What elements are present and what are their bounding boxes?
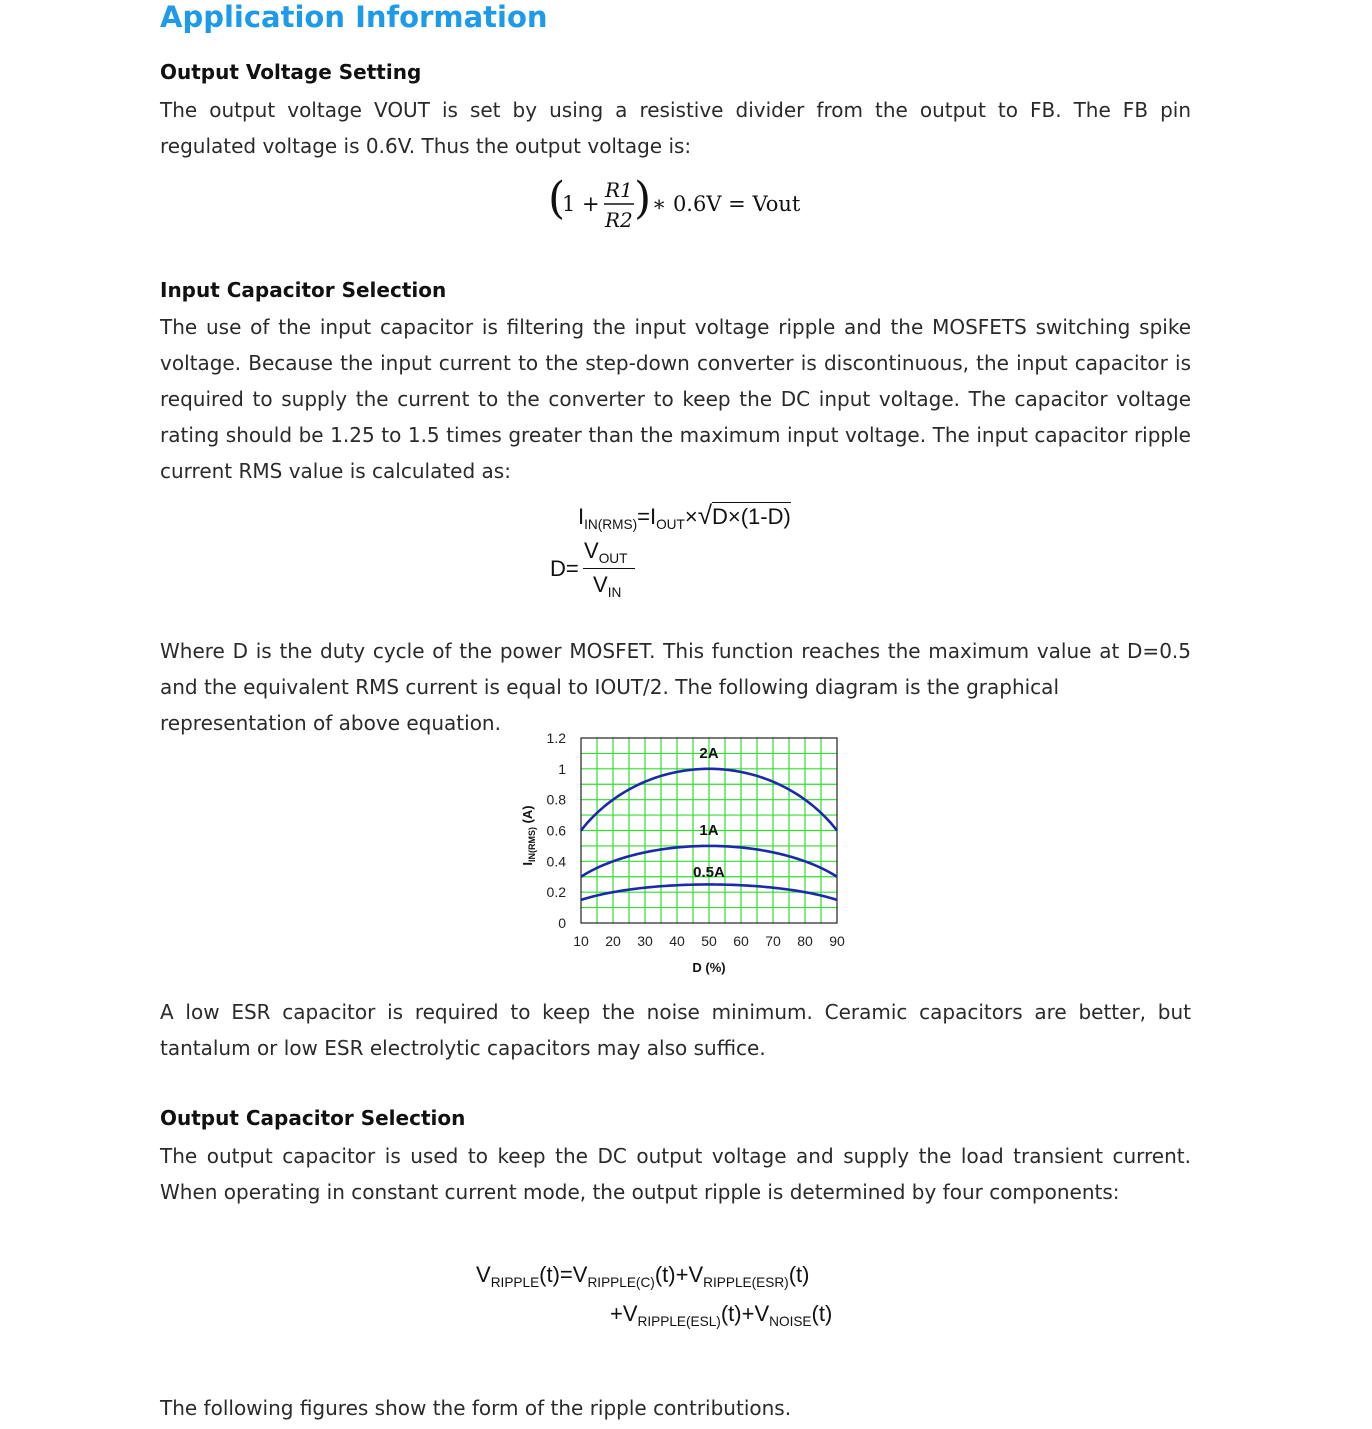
esr-paragraph: A low ESR capacitor is required to keep the noise minimum. Ceramic capacitors are better, but tantalum or low ESR electrolytic capacitors may also suffice.: [160, 1000, 1191, 1060]
x-tick-label: 60: [733, 933, 749, 949]
x-tick-label: 10: [573, 933, 589, 949]
section-heading-output-capacitor: Output Capacitor Selection: [160, 1106, 466, 1130]
series-label: 0.5A: [693, 863, 725, 881]
eq-numerator: R1: [605, 178, 633, 202]
x-tick-label: 80: [797, 933, 813, 949]
y-tick-label: 0.6: [546, 822, 566, 839]
x-tick-label: 40: [669, 933, 685, 949]
x-axis-label: D (%): [692, 960, 726, 975]
y-tick-label: 0: [558, 915, 566, 931]
section-heading-output-voltage: Output Voltage Setting: [160, 60, 422, 84]
duty-paragraph-last: representation of above equation.: [160, 711, 501, 735]
svg-text:(: (: [548, 175, 566, 224]
x-tick-label: 90: [829, 933, 845, 949]
closing-paragraph: The following figures show the form of the ripple contributions.: [160, 1396, 792, 1420]
x-tick-label: 50: [701, 933, 717, 949]
y-tick-label: 0.4: [546, 853, 566, 870]
page-title: Application Information: [160, 0, 548, 34]
section-heading-input-capacitor: Input Capacitor Selection: [160, 278, 447, 302]
y-tick-label: 0.2: [546, 884, 566, 901]
series-label: 2A: [699, 745, 719, 763]
output-capacitor-paragraph: The output capacitor is used to keep the DC output voltage and supply the load transient current. When operating in constant current mode, the output ripple is determined by four components:: [160, 1144, 1191, 1204]
y-axis-label: $I_{IN(RMS)}$ (A): [520, 805, 537, 866]
y-tick-label: 0.8: [546, 791, 566, 808]
duty-equation: D= $V_{OUT}$ $V_{IN}$: [550, 538, 670, 602]
output-voltage-equation: [548, 175, 848, 235]
irms-equation: $I_{IN(RMS)}=I_{OUT}\times√D\times(1-D)$: [578, 500, 791, 532]
eq-denominator: R2: [605, 208, 633, 232]
output-voltage-paragraph: The output voltage VOUT is set by using a resistive divider from the output to FB. The FB pin regulated voltage is 0.6V. Thus the output voltage is:: [160, 98, 1191, 158]
svg-text:): ): [634, 175, 652, 224]
ripple-equation-line1: $V_{RIPPLE}(t)=V_{RIPPLE(C)}(t)+V_{RIPPLE(ESR)}(t)$: [476, 1262, 810, 1290]
y-tick-label: 1.2: [546, 730, 566, 746]
irms-chart: [510, 725, 860, 980]
eq-one-plus: 1 +: [562, 192, 600, 216]
duty-paragraph: Where D is the duty cycle of the power MOSFET. This function reaches the maximum value at D=0.5 and the equivalent RMS current is equal to IOUT/2. The following diagram is the graphical: [160, 639, 1191, 699]
y-tick-label: 1: [558, 760, 566, 777]
series-label: 1A: [699, 822, 719, 840]
eq-rest: ∗ 0.6V = Vout: [652, 192, 801, 216]
ripple-equation-line2: $+V_{RIPPLE(ESL)}(t)+V_{NOISE}(t)$: [610, 1301, 833, 1329]
x-tick-label: 30: [637, 933, 653, 949]
x-tick-label: 70: [765, 933, 781, 949]
x-tick-label: 20: [605, 933, 621, 949]
input-capacitor-paragraph: The use of the input capacitor is filtering the input voltage ripple and the MOSFETS switching spike voltage. Because the input current to the step-down converter is discontinuous, the input capacitor is required to supply the current to the converter to keep the DC input voltage. The capacitor voltage rating should be 1.25 to 1.5 times greater than the maximum input voltage. The input capacitor ripple current RMS value is calculated as:: [160, 315, 1191, 483]
